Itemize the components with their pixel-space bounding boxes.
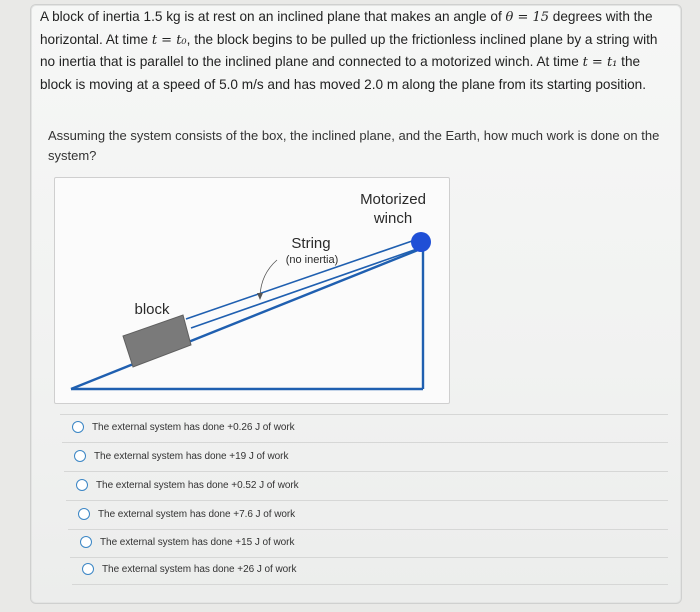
string-pointer-arrowhead [257, 293, 263, 300]
radio-button-icon[interactable] [76, 479, 88, 491]
radio-button-icon[interactable] [82, 563, 94, 575]
divider [72, 584, 668, 585]
answer-option[interactable]: The external system has done +0.26 J of work [72, 421, 295, 433]
answer-option[interactable]: The external system has done +26 J of work [82, 563, 296, 575]
answer-option[interactable]: The external system has done +19 J of work [74, 450, 288, 462]
winch-circle [411, 232, 431, 252]
divider [62, 442, 668, 443]
string-sublabel: (no inertia) [285, 254, 339, 266]
block-shape [123, 315, 191, 367]
theta-equation: θ = 15 [505, 10, 550, 25]
incline-line [71, 248, 423, 389]
t0-equation: t = t₀ [151, 32, 187, 48]
answer-option[interactable]: The external system has done +0.52 J of work [76, 479, 299, 491]
incline-diagram [54, 177, 450, 404]
divider [70, 557, 668, 558]
divider [68, 529, 668, 530]
divider [60, 414, 668, 415]
radio-button-icon[interactable] [72, 421, 84, 433]
question-prompt: Assuming the system consists of the box, the inclined plane, and the Earth, how much work is done on the system? [48, 128, 660, 163]
divider [66, 500, 668, 501]
t1-equation: t = t₁ [582, 55, 618, 70]
radio-button-icon[interactable] [74, 450, 86, 462]
answer-option[interactable]: The external system has done +15 J of work [80, 536, 294, 548]
radio-button-icon[interactable] [78, 508, 90, 520]
radio-button-icon[interactable] [80, 536, 92, 548]
answer-option[interactable]: The external system has done +7.6 J of work [78, 508, 295, 520]
block-label: block [134, 301, 170, 318]
question-text: A block of inertia 1.5 kg is at rest on an inclined plane that makes an angle of θ = 15 degrees with the horizontal. At time t = t₀, the block begins to be pulled up the frictionless inclined plane by a string with no inertia that is parallel to the inclined plane and connected to a motorized winch. At time t = t₁ the block is moving at a speed of 5.0 m/s and has moved 2.0 m along the plane from its starting position. [40, 9, 658, 92]
winch-label: Motorized winch [360, 191, 426, 227]
string-label: String [291, 235, 331, 252]
divider [64, 471, 668, 472]
